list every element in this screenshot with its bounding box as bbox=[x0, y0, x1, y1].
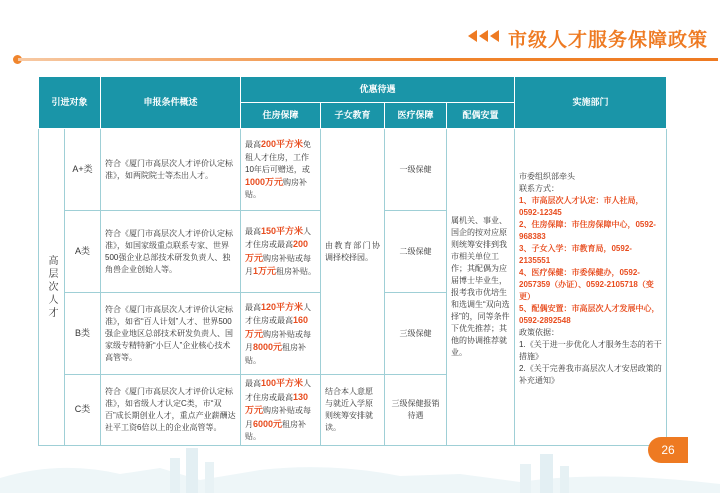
category-label: A类 bbox=[65, 211, 101, 293]
header-criteria: 申报条件概述 bbox=[101, 77, 241, 129]
header-benefits: 优惠待遇 bbox=[241, 77, 515, 103]
dept-contact-label: 联系方式： bbox=[519, 184, 560, 193]
header-arrows-icon bbox=[468, 30, 499, 42]
dept-lead: 市委组织部牵头 bbox=[519, 172, 576, 181]
page-number: 26 bbox=[648, 437, 688, 463]
header-divider bbox=[18, 58, 718, 61]
education-text-abc: 由教育部门协调择校择园。 bbox=[321, 129, 385, 375]
education-text-c: 结合本人意愿与就近入学原则统筹安排就读。 bbox=[321, 375, 385, 446]
city-skyline-decoration bbox=[0, 440, 720, 493]
header-department: 实施部门 bbox=[515, 77, 667, 129]
page-header bbox=[0, 0, 720, 70]
housing-text: 最高100平方米人才住房或最高130万元购房补贴或每月6000元租房补贴。 bbox=[241, 375, 321, 446]
dept-basis: 2.《关于完善我市高层次人才安居政策的补充通知》 bbox=[519, 364, 662, 385]
group-label-cell bbox=[39, 129, 65, 446]
dept-item: 5、配偶安置：市高层次人才发展中心，0592-2892548 bbox=[519, 304, 660, 325]
header-education: 子女教育 bbox=[321, 103, 385, 129]
page-title: 市级人才服务保障政策 bbox=[508, 30, 709, 51]
dept-item: 4、医疗保健：市委保健办，0592-2057359（办证）、0592-2105718（变更） bbox=[519, 268, 654, 301]
policy-table bbox=[38, 76, 667, 446]
housing-text: 最高120平方米人才住房或最高160万元购房补贴或每月8000元租房补贴。 bbox=[241, 293, 321, 375]
medical-text: 二级保健 bbox=[385, 211, 447, 293]
table-row bbox=[39, 129, 667, 211]
housing-text: 最高200平方米免租人才住房，工作10年后可赠送，或1000万元购房补贴。 bbox=[241, 129, 321, 211]
header-medical: 医疗保障 bbox=[385, 103, 447, 129]
department-cell bbox=[515, 129, 667, 446]
criteria-text: 符合《厦门市高层次人才评价认定标准》，如省级人才认定C类，市“双百”成长期创业人才，重点产业薪酬达社平工资6倍以上的企业高管等。 bbox=[101, 375, 241, 446]
category-label: B类 bbox=[65, 293, 101, 375]
criteria-text: 符合《厦门市高层次人才评价认定标准》，如国家级重点联系专家、世界500强企业总部技术研发负责人、独角兽企业创始人等。 bbox=[101, 211, 241, 293]
dept-item: 3、子女入学：市教育局，0592-2135551 bbox=[519, 244, 632, 265]
criteria-text: 符合《厦门市高层次人才评价认定标准》，如两院院士等杰出人才。 bbox=[101, 129, 241, 211]
dept-item: 1、市高层次人才认定：市人社局，0592-12345 bbox=[519, 196, 644, 217]
dept-item: 2、住房保障：市住房保障中心，0592-968383 bbox=[519, 220, 656, 241]
dept-basis: 1.《关于进一步优化人才服务生态的若干措施》 bbox=[519, 340, 662, 361]
group-label: 高层次人才 bbox=[46, 254, 57, 320]
header-spouse: 配偶安置 bbox=[447, 103, 515, 129]
spouse-text: 属机关、事业、国企的按对应原则统筹安排到我市相关单位工作；其配偶为应届博士毕业生，报考我市优培生和选调生“双向选择”的，同等条件下优先推荐；其他的协调推荐就业。 bbox=[447, 129, 515, 446]
medical-text: 一级保健 bbox=[385, 129, 447, 211]
housing-text: 最高150平方米人才住房或最高200万元购房补贴或每月1万元租房补贴。 bbox=[241, 211, 321, 293]
category-label: A+类 bbox=[65, 129, 101, 211]
header-housing: 住房保障 bbox=[241, 103, 321, 129]
dept-basis-label: 政策依据： bbox=[519, 328, 560, 337]
category-label: C类 bbox=[65, 375, 101, 446]
header-category: 引进对象 bbox=[39, 77, 101, 129]
medical-text: 三级保健报销待遇 bbox=[385, 375, 447, 446]
medical-text: 三级保健 bbox=[385, 293, 447, 375]
criteria-text: 符合《厦门市高层次人才评价认定标准》，如省“百人计划”人才、世界500强企业地区总部技术研发负责人、国家级专精特新“小巨人”企业核心技术高管等。 bbox=[101, 293, 241, 375]
